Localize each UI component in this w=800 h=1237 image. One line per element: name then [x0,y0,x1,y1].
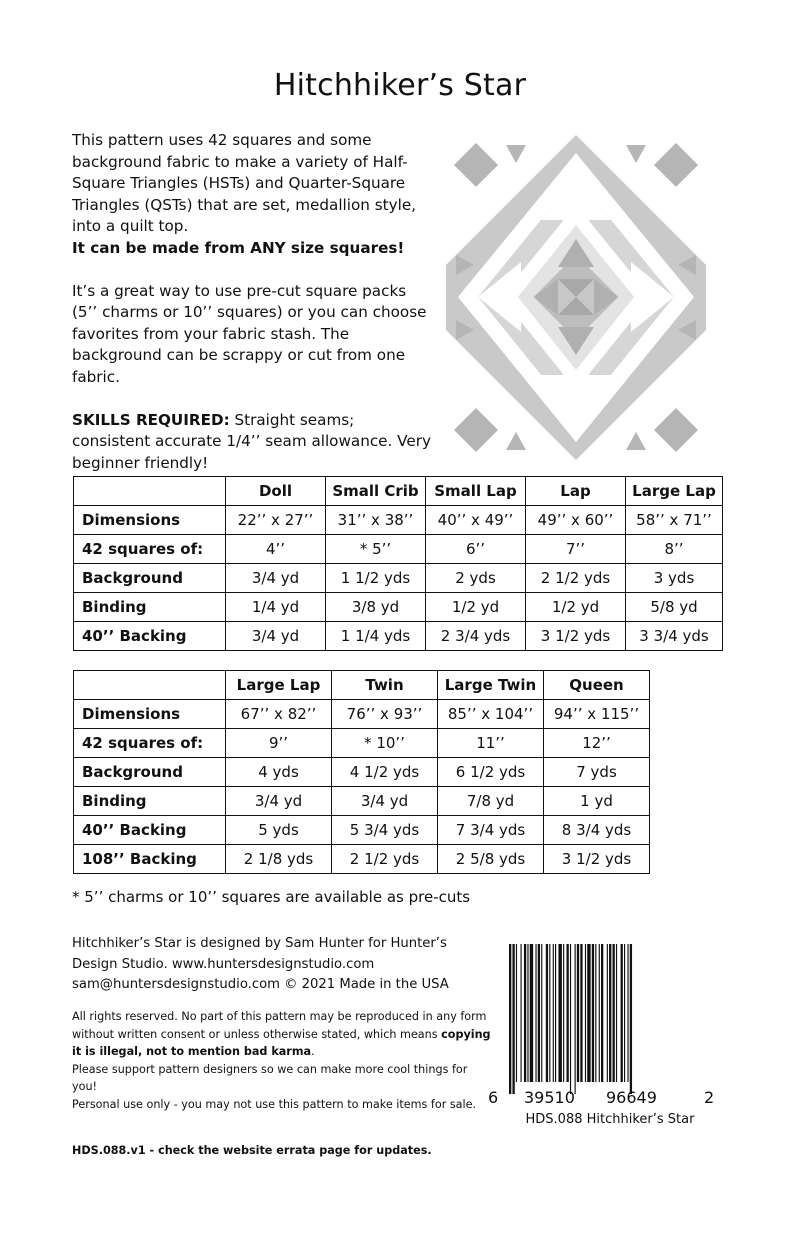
barcode-group-2: 96649 [606,1088,657,1107]
barcode-bar [599,944,600,1082]
table-cell: 8 3/4 yds [544,816,650,845]
size-table-1 [73,476,723,651]
row-label: 40’’ Backing [74,816,226,845]
table-header-cell: Small Crib [326,477,426,506]
row-label: 42 squares of: [74,535,226,564]
barcode-caption: HDS.088 Hitchhiker’s Star [525,1112,695,1127]
table-header-cell: Lap [526,477,626,506]
table-cell: 1 1/4 yds [326,622,426,651]
barcode-bar [577,944,579,1082]
page-title: Hitchhiker’s Star [273,68,527,103]
table-header-row [74,477,723,506]
table-cell: 3 1/2 yds [526,622,626,651]
quilt-illustration [446,135,706,460]
table-cell: 3 1/2 yds [544,845,650,874]
table-cell: 1/4 yd [226,593,326,622]
table-cell: * 5’’ [326,535,426,564]
barcode-bar [609,944,611,1082]
barcode-bar [587,944,590,1082]
table-cell: 22’’ x 27’’ [226,506,326,535]
table-header-cell: Queen [544,671,650,700]
table-cell: 94’’ x 115’’ [544,700,650,729]
intro-text [72,130,432,495]
table-cell: 3/8 yd [326,593,426,622]
barcode-bar [524,944,526,1082]
credit-line: Hitchhiker’s Star is designed by Sam Hunter for Hunter’s [72,936,447,951]
rights-text: All rights reserved. No part of this pattern may be reproduced in any form without written consent or unless otherwise stated, which means [72,1010,487,1041]
intro-paragraph-2: It’s a great way to use pre-cut square packs (5’’ charms or 10’’ squares) or you can choose favorites from your fabric stash. The background can be scrappy or cut from one fabric. [72,281,427,386]
table-row [74,564,723,593]
rights-line: Please support pattern designers so we can make more cool things for you! [72,1062,468,1093]
table-row [74,593,723,622]
barcode-bar [535,944,536,1082]
barcode-bar [580,944,582,1082]
table-row [74,700,650,729]
table-header-cell: Large Lap [626,477,723,506]
rights-bold-text: copying it is illegal, not to mention bad karma [72,1027,491,1058]
barcode-bar [530,944,533,1082]
table-row [74,758,650,787]
barcode-bar [575,944,576,1094]
table-cell: 1/2 yd [526,593,626,622]
barcode-bar [567,944,569,1082]
intro-paragraph-1 [72,130,432,260]
table-cell: 2 yds [426,564,526,593]
table-cell: 7 3/4 yds [438,816,544,845]
credit-line: sam@huntersdesignstudio.com © 2021 Made in the USA [72,977,449,992]
table-cell: 4’’ [226,535,326,564]
barcode-bar [555,944,556,1082]
table-cell: 6 1/2 yds [438,758,544,787]
table-cell: 40’’ x 49’’ [426,506,526,535]
barcode-group-1: 39510 [524,1088,575,1107]
table-cell: 2 1/2 yds [332,845,438,874]
table-cell: 2 5/8 yds [438,845,544,874]
barcode-bar [613,944,615,1082]
row-label: 108’’ Backing [74,845,226,874]
barcode-bar [616,944,617,1082]
barcode-bar [630,944,632,1094]
table-cell: 3/4 yd [226,787,332,816]
barcode-bar [585,944,586,1082]
table-row [74,535,723,564]
table-header-cell [74,671,226,700]
version-note: HDS.088.v1 - check the website errata page for updates. [72,1144,432,1157]
table-cell: 3/4 yd [332,787,438,816]
skills-text: Straight seams; consistent accurate 1/4’’ seam allowance. Very beginner friendly! [72,410,431,472]
barcode-bar [558,944,561,1082]
barcode-bar [527,944,528,1082]
table-cell: 7 yds [544,758,650,787]
table-cell: * 10’’ [332,729,438,758]
barcode-digit-right: 2 [704,1088,715,1107]
table-cell: 3 yds [626,564,723,593]
table-cell: 67’’ x 82’’ [226,700,332,729]
rights-text-end: . [311,1045,315,1058]
table-cell: 11’’ [438,729,544,758]
table-row [74,787,650,816]
barcode-digit-left: 6 [488,1088,499,1107]
table-row [74,816,650,845]
table-cell: 3/4 yd [226,622,326,651]
intro-highlight: It can be made from ANY size squares! [72,238,405,257]
barcode-bar [607,944,608,1082]
barcode-bar [546,944,548,1082]
table-cell: 6’’ [426,535,526,564]
table-row [74,622,723,651]
table-cell: 4 yds [226,758,332,787]
table-cell: 3 3/4 yds [626,622,723,651]
copyright-notice [72,1008,492,1113]
barcode-bar [509,944,511,1094]
row-label: Background [74,564,226,593]
table-cell: 4 1/2 yds [332,758,438,787]
rights-line: Personal use only - you may not use this pattern to make items for sale. [72,1097,477,1111]
table-header-row [74,671,650,700]
table-cell: 85’’ x 104’’ [438,700,544,729]
credit-line: Design Studio. www.huntersdesignstudio.com [72,956,375,972]
size-table-2 [73,670,650,874]
barcode-bar [592,944,594,1082]
barcode-bar [601,944,603,1082]
table-cell: 3/4 yd [226,564,326,593]
table-cell: 31’’ x 38’’ [326,506,426,535]
row-label: Background [74,758,226,787]
table-row [74,506,723,535]
table-cell: 8’’ [626,535,723,564]
table-cell: 49’’ x 60’’ [526,506,626,535]
barcode-bar [538,944,540,1082]
row-label: Binding [74,593,226,622]
barcode-bar [549,944,550,1082]
table-cell: 1/2 yd [426,593,526,622]
barcode-image [509,944,687,1094]
barcode-bar [624,944,625,1082]
table-cell: 58’’ x 71’’ [626,506,723,535]
table-header-cell: Large Twin [438,671,544,700]
table-cell: 5/8 yd [626,593,723,622]
table-cell: 12’’ [544,729,650,758]
table-cell: 1 yd [544,787,650,816]
row-label: Binding [74,787,226,816]
table-header-cell: Twin [332,671,438,700]
table-cell: 1 1/2 yds [326,564,426,593]
row-label: Dimensions [74,700,226,729]
rights-line [72,1008,492,1061]
table-cell: 7/8 yd [438,787,544,816]
intro-description: This pattern uses 42 squares and some background fabric to make a variety of Half-Square Triangles (HSTs) and Quarter-Square Triangles (QSTs) that are set, medallion style, into a quilt top. [72,131,416,236]
row-label: Dimensions [74,506,226,535]
precut-footnote: * 5’’ charms or 10’’ squares are available as pre-cuts [72,888,471,906]
table-header-cell: Doll [226,477,326,506]
barcode-bar [570,944,571,1094]
barcode-bar [512,944,514,1094]
table-header-cell: Large Lap [226,671,332,700]
barcode-bar [553,944,554,1082]
barcode-bar [541,944,542,1082]
skills-paragraph [72,410,432,475]
row-label: 40’’ Backing [74,622,226,651]
barcode-bar [521,944,522,1082]
table-cell: 2 1/2 yds [526,564,626,593]
table-cell: 2 1/8 yds [226,845,332,874]
table-cell: 9’’ [226,729,332,758]
barcode-bar [516,944,517,1082]
table-row [74,729,650,758]
skills-label: SKILLS REQUIRED: [72,410,230,429]
table-cell: 76’’ x 93’’ [332,700,438,729]
barcode-bar [563,944,564,1082]
barcode-bar [595,944,596,1082]
table-header-cell [74,477,226,506]
table-cell: 5 yds [226,816,332,845]
barcode-bar [621,944,623,1082]
row-label: 42 squares of: [74,729,226,758]
table-cell: 5 3/4 yds [332,816,438,845]
barcode-bar [627,944,628,1082]
table-cell: 2 3/4 yds [426,622,526,651]
table-header-cell: Small Lap [426,477,526,506]
designer-credit [72,934,492,996]
table-row [74,845,650,874]
table-cell: 7’’ [526,535,626,564]
